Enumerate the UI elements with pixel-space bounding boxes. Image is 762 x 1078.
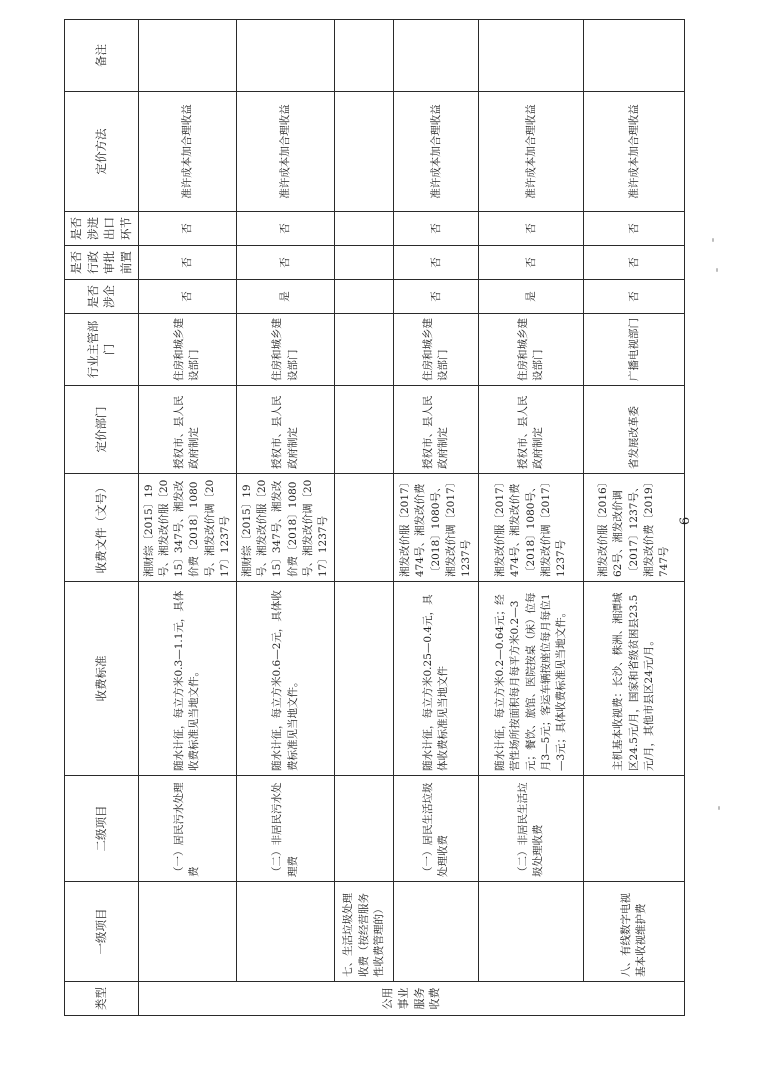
header-import-export: 是否涉进出口环节 bbox=[65, 212, 139, 246]
standard-cell: 随水计征，每立方米0.3—1.1元，具体收费标准见当地文件。 bbox=[138, 582, 236, 776]
header-level2: 二级项目 bbox=[65, 776, 139, 882]
import-export-cell: 否 bbox=[237, 212, 335, 246]
import-export-cell: 否 bbox=[584, 212, 685, 246]
import-export-cell: 否 bbox=[479, 212, 584, 246]
table-row bbox=[479, 20, 584, 1016]
document-cell bbox=[335, 474, 394, 582]
table-row bbox=[335, 20, 394, 1016]
level1-cell: 八、有线数字电视基本收视维护费 bbox=[584, 882, 685, 982]
pricing-method-cell: 准许成本加合理收益 bbox=[584, 92, 685, 212]
industry-dept-cell: 住房和城乡建设部门 bbox=[479, 314, 584, 386]
pricing-dept-cell: 授权市、县人民政府制定 bbox=[479, 386, 584, 474]
document-cell: 湘财综〔2015〕19号、湘发改价服〔2015〕347号、湘发改价费〔2018〕1080号、湘发改价调〔2017〕1237号 bbox=[237, 474, 335, 582]
involves-enterprise-cell: 否 bbox=[138, 280, 236, 314]
pricing-dept-cell: 授权市、县人民政府制定 bbox=[237, 386, 335, 474]
level2-cell: （一）居民污水处理费 bbox=[138, 776, 236, 882]
remark-cell bbox=[138, 20, 236, 92]
pricing-method-cell: 准许成本加合理收益 bbox=[237, 92, 335, 212]
involves-enterprise-cell: 是 bbox=[479, 280, 584, 314]
industry-dept-cell: 住房和城乡建设部门 bbox=[237, 314, 335, 386]
category-cell: 公用事业服务收费 bbox=[138, 982, 685, 1016]
level2-cell bbox=[584, 776, 685, 882]
level1-cell bbox=[237, 882, 335, 982]
admin-approval-cell: 否 bbox=[394, 246, 479, 280]
pricing-dept-cell: 省发展改革委 bbox=[584, 386, 685, 474]
level1-cell bbox=[479, 882, 584, 982]
remark-cell bbox=[335, 20, 394, 92]
industry-dept-cell: 广播电视部门 bbox=[584, 314, 685, 386]
involves-enterprise-cell: 是 bbox=[237, 280, 335, 314]
document-cell: 湘财综〔2015〕19号、湘发改价服〔2015〕347号、湘发改价费〔2018〕1080号、湘发改价调〔2017〕1237号 bbox=[138, 474, 236, 582]
level2-cell: （一）居民生活垃圾处理收费 bbox=[394, 776, 479, 882]
table-row bbox=[237, 20, 335, 1016]
header-standard: 收费标准 bbox=[65, 582, 139, 776]
header-pricing-dept: 定价部门 bbox=[65, 386, 139, 474]
standard-cell bbox=[335, 582, 394, 776]
industry-dept-cell: 住房和城乡建设部门 bbox=[394, 314, 479, 386]
rotated-page bbox=[64, 20, 671, 1016]
remark-cell bbox=[584, 20, 685, 92]
industry-dept-cell bbox=[335, 314, 394, 386]
page-number: 6 bbox=[678, 516, 693, 526]
header-row bbox=[65, 20, 139, 1016]
remark-cell bbox=[479, 20, 584, 92]
standard-cell: 主机基本收视费：长沙、株洲、湘潭城区24.5元/月，国家和省级贫困县23.5元/月，其他市县区24元/月。 bbox=[584, 582, 685, 776]
header-type: 类型 bbox=[65, 982, 139, 1016]
admin-approval-cell: 否 bbox=[138, 246, 236, 280]
import-export-cell: 否 bbox=[394, 212, 479, 246]
level1-cell: 七、生活垃圾处理收费（按经营服务性收费管理的） bbox=[335, 882, 394, 982]
document-cell: 湘发改价服〔2017〕474号、湘发改价费〔2018〕1080号、湘发改价调〔2017〕1237号 bbox=[394, 474, 479, 582]
admin-approval-cell: 否 bbox=[479, 246, 584, 280]
header-industry-dept: 行业主管部门 bbox=[65, 314, 139, 386]
standard-cell: 随水计征，每立方米0.6—2元，具体收费标准见当地文件。 bbox=[237, 582, 335, 776]
fee-table bbox=[64, 19, 685, 1016]
header-pricing-method: 定价方法 bbox=[65, 92, 139, 212]
table-row bbox=[138, 20, 236, 1016]
scan-speck bbox=[712, 238, 714, 242]
header-document: 收费文件（文号） bbox=[65, 474, 139, 582]
pricing-dept-cell: 授权市、县人民政府制定 bbox=[138, 386, 236, 474]
admin-approval-cell: 否 bbox=[237, 246, 335, 280]
level1-cell bbox=[138, 882, 236, 982]
import-export-cell: 否 bbox=[138, 212, 236, 246]
admin-approval-cell bbox=[335, 246, 394, 280]
industry-dept-cell: 住房和城乡建设部门 bbox=[138, 314, 236, 386]
header-remark: 备注 bbox=[65, 20, 139, 92]
involves-enterprise-cell bbox=[335, 280, 394, 314]
scan-speck bbox=[718, 806, 720, 810]
standard-cell: 随水计征，每立方米0.25—0.4元，具体收费标准见当地文件 bbox=[394, 582, 479, 776]
header-involves-enterprise: 是否涉企 bbox=[65, 280, 139, 314]
pricing-method-cell: 准许成本加合理收益 bbox=[394, 92, 479, 212]
pricing-method-cell: 准许成本加合理收益 bbox=[479, 92, 584, 212]
table-row bbox=[394, 20, 479, 1016]
admin-approval-cell: 否 bbox=[584, 246, 685, 280]
level2-cell bbox=[335, 776, 394, 882]
level2-cell: （二）非居民生活垃圾处理收费 bbox=[479, 776, 584, 882]
involves-enterprise-cell: 否 bbox=[394, 280, 479, 314]
scan-speck bbox=[716, 268, 718, 272]
header-level1: 一级项目 bbox=[65, 882, 139, 982]
involves-enterprise-cell: 否 bbox=[584, 280, 685, 314]
remark-cell bbox=[394, 20, 479, 92]
document-cell: 湘发改价服〔2017〕474号、湘发改价费〔2018〕1080号、湘发改价调〔2017〕1237号 bbox=[479, 474, 584, 582]
import-export-cell bbox=[335, 212, 394, 246]
level2-cell: （二）非居民污水处理费 bbox=[237, 776, 335, 882]
pricing-dept-cell bbox=[335, 386, 394, 474]
header-admin-approval: 是否行政审批前置 bbox=[65, 246, 139, 280]
remark-cell bbox=[237, 20, 335, 92]
table-row bbox=[584, 20, 685, 1016]
level1-cell bbox=[394, 882, 479, 982]
pricing-method-cell bbox=[335, 92, 394, 212]
standard-cell: 随水计征，每立方米0.2—0.64元；经营性场所按面积每月每平方米0.2—3元；餐饮、旅馆、医院按桌（床）位每月3—5元；客运车辆按座位每月每位1—3元；具体收费标准见当地文件。 bbox=[479, 582, 584, 776]
pricing-dept-cell: 授权市、县人民政府制定 bbox=[394, 386, 479, 474]
pricing-method-cell: 准许成本加合理收益 bbox=[138, 92, 236, 212]
document-cell: 湘发改价服〔2016〕62号、湘发改价调〔2017〕1237号、湘发改价费〔2019〕747号 bbox=[584, 474, 685, 582]
